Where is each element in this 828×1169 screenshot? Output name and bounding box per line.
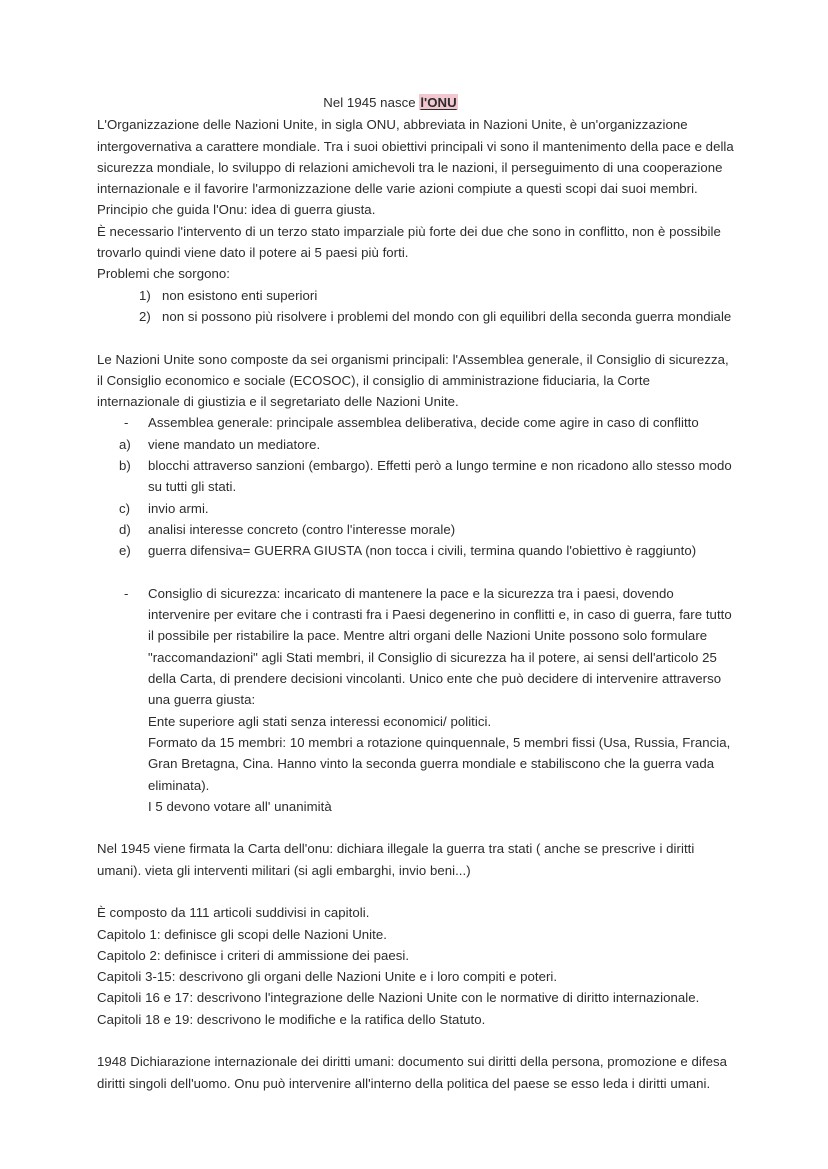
security-council-text: Consiglio di sicurezza: incaricato di mantenere la pace e la sicurezza tra i paesi, dovendo intervenire per evitare che i contrasti fra i Paesi degenerino in conflitti e, in caso di guerra, fare tutto il possibile per ristabilire la pace. Mentre altri organi delle Nazioni Unite possono solo formulare "raccomandazioni" agli Stati membri, il Consiglio di sicurezza ha il potere, ai sensi dell'articolo 25 della Carta, di prendere decisioni vincolanti. Unico ente che può decidere di intervenire attraverso una guerra giusta: bbox=[148, 585, 732, 708]
dash-marker: - bbox=[124, 415, 129, 431]
charter-paragraph: Nel 1945 viene firmata la Carta dell'onu: dichiara illegale la guerra tra stati ( anche se prescrive i diritti umani). vieta gli interventi militari (si agli embarghi, invio beni...) bbox=[97, 841, 695, 878]
assembly-general-text: Assemblea generale: principale assemblea deliberativa, decide come agire in caso di conflitto bbox=[148, 415, 699, 431]
continuation-line: I 5 devono votare all' unanimità bbox=[148, 798, 332, 814]
list-marker: d) bbox=[119, 521, 131, 537]
chapter-line: Capitolo 2: definisce i criteri di ammissione dei paesi. bbox=[97, 947, 410, 963]
document-body bbox=[97, 92, 736, 1094]
security-council-continuations bbox=[97, 711, 736, 817]
list-item bbox=[97, 434, 736, 455]
section-spacer bbox=[97, 562, 736, 583]
list-item bbox=[97, 285, 736, 306]
section-spacer bbox=[97, 1030, 736, 1051]
list-item bbox=[97, 540, 736, 561]
list-item-text: viene mandato un mediatore. bbox=[148, 436, 321, 452]
list-item-text: invio armi. bbox=[148, 500, 209, 516]
page-title-prefix: Nel 1945 nasce bbox=[323, 95, 420, 110]
list-marker: 2) bbox=[139, 308, 151, 324]
list-marker: c) bbox=[119, 500, 131, 516]
assembly-list bbox=[97, 412, 736, 561]
list-item-text: non esistono enti superiori bbox=[162, 287, 318, 303]
third-state-paragraph: È necessario l'intervento di un terzo stato imparziale più forte dei due che sono in conflitto, non è possibile trovarlo quindi viene dato il potere ai 5 paesi più forti. bbox=[97, 223, 721, 261]
page-title-highlight: l'ONU bbox=[420, 95, 457, 110]
chapter-line: Capitoli 18 e 19: descrivono le modifiche e la ratifica dello Statuto. bbox=[97, 1011, 486, 1027]
list-item bbox=[97, 519, 736, 540]
organs-paragraph: Le Nazioni Unite sono composte da sei organismi principali: l'Assemblea generale, il Consiglio di sicurezza, il Consiglio economico e sociale (ECOSOC), il consiglio di amministrazione fiduciaria, la Corte internazionale di giustizia e il segretariato delle Nazioni Unite. bbox=[97, 351, 729, 410]
list-marker: 1) bbox=[139, 287, 151, 303]
principle-line: Principio che guida l'Onu: idea di guerra giusta. bbox=[97, 202, 376, 218]
list-item bbox=[97, 306, 736, 327]
chapter-line: Capitoli 16 e 17: descrivono l'integrazione delle Nazioni Unite con le normative di diritto internazionale. bbox=[97, 990, 700, 1006]
continuation-line: Formato da 15 membri: 10 membri a rotazione quinquennale, 5 membri fissi (Usa, Russia, Francia, Gran Bretagna, Cina. Hanno vinto la seconda guerra mondiale e stabiliscono che la guerra vada eliminata). bbox=[148, 734, 731, 793]
intro-paragraph: L'Organizzazione delle Nazioni Unite, in sigla ONU, abbreviata in Nazioni Unite, è un'organizzazione intergovernativa a carattere mondiale. Tra i suoi obiettivi principali vi sono il mantenimento della pace e della sicurezza mondiale, lo sviluppo di relazioni amichevoli tra le nazioni, il perseguimento di una cooperazione internazionale e il favorire l'armonizzazione delle varie azioni compiute a questi scopi dai suoi membri. bbox=[97, 117, 734, 197]
list-item-text: analisi interesse concreto (contro l'interesse morale) bbox=[148, 521, 456, 537]
list-marker: e) bbox=[119, 543, 131, 559]
section-spacer bbox=[97, 327, 736, 348]
section-spacer bbox=[97, 817, 736, 838]
security-council-list bbox=[97, 583, 736, 711]
list-item-text: guerra difensiva= GUERRA GIUSTA (non tocca i civili, termina quando l'obiettivo è raggiunto) bbox=[148, 543, 697, 559]
list-marker: a) bbox=[119, 436, 131, 452]
assembly-general-item bbox=[97, 412, 736, 433]
list-item bbox=[97, 498, 736, 519]
list-item-text: non si possono più risolvere i problemi del mondo con gli equilibri della seconda guerra mondiale bbox=[162, 308, 732, 324]
continuation-line: Ente superiore agli stati senza interessi economici/ politici. bbox=[148, 713, 492, 729]
list-item-text: blocchi attraverso sanzioni (embargo). Effetti però a lungo termine e non ricadono allo stesso modo su tutti gli stati. bbox=[148, 458, 732, 495]
list-item bbox=[97, 455, 736, 498]
chapter-line: Capitolo 1: definisce gli scopi delle Nazioni Unite. bbox=[97, 926, 387, 942]
problems-heading: Problemi che sorgono: bbox=[97, 266, 230, 282]
list-marker: b) bbox=[119, 458, 131, 474]
page-title bbox=[97, 92, 736, 113]
security-council-item bbox=[97, 583, 736, 711]
problems-list bbox=[97, 285, 736, 328]
chapter-line: Capitoli 3-15: descrivono gli organi delle Nazioni Unite e i loro compiti e poteri. bbox=[97, 969, 558, 985]
chapters-list bbox=[97, 924, 736, 1030]
declaration-paragraph: 1948 Dichiarazione internazionale dei diritti umani: documento sui diritti della persona, promozione e difesa diritti singoli dell'uomo. Onu può intervenire all'interno della politica del paese se esso leda i diritti umani. bbox=[97, 1054, 728, 1091]
articles-intro: È composto da 111 articoli suddivisi in capitoli. bbox=[97, 905, 370, 921]
section-spacer bbox=[97, 881, 736, 902]
dash-marker: - bbox=[124, 585, 129, 601]
